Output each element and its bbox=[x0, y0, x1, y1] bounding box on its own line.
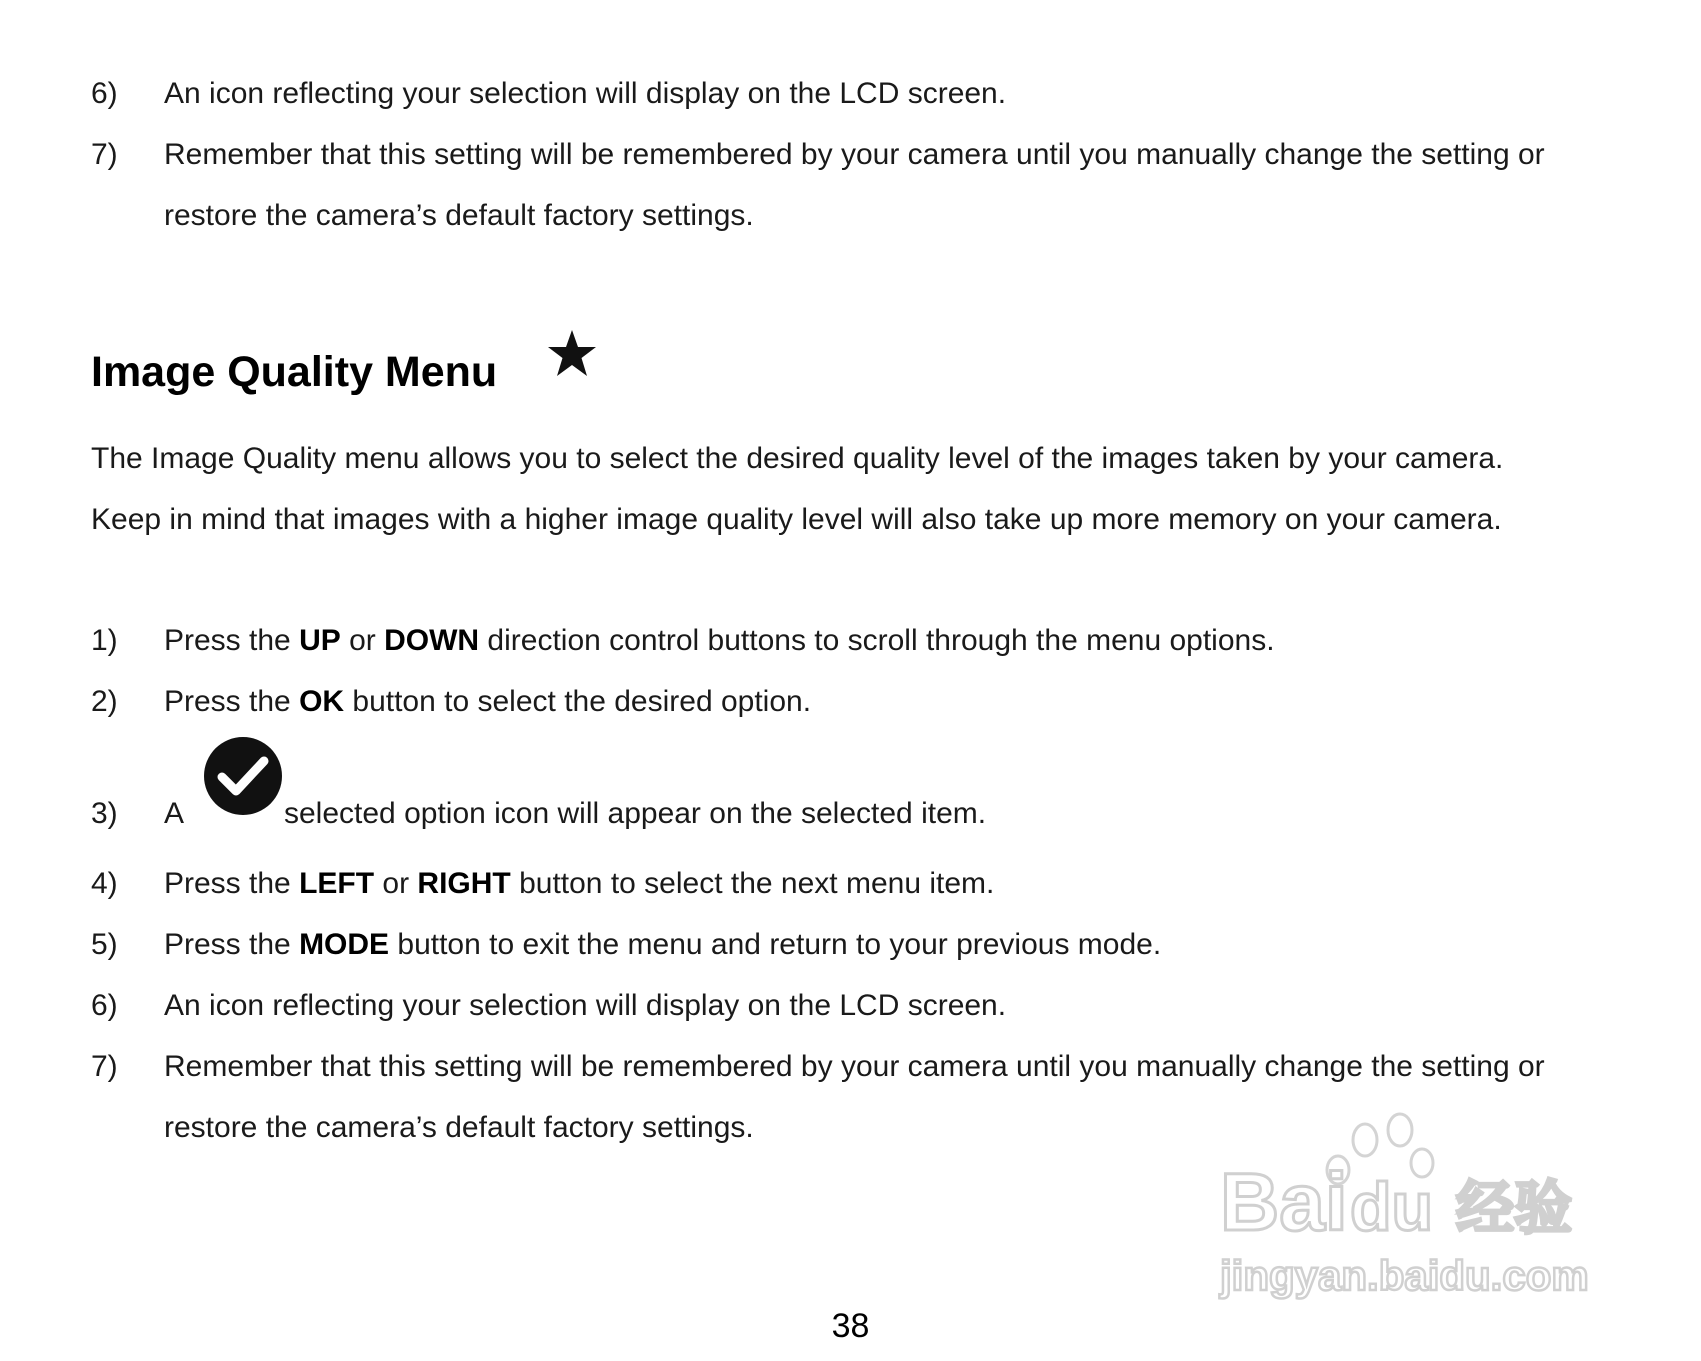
mode-key: MODE bbox=[299, 928, 390, 961]
section-title: Image Quality Menu bbox=[91, 348, 498, 396]
list-number: 7) bbox=[91, 1050, 118, 1083]
page-number: 38 bbox=[831, 1307, 870, 1345]
list-item-text-continued: restore the camera’s default factory settings. bbox=[164, 199, 754, 232]
list-number: 6) bbox=[91, 77, 118, 110]
step-text: Press the LEFT or RIGHT button to select the next menu item. bbox=[164, 867, 995, 900]
left-key: LEFT bbox=[299, 867, 375, 900]
list-item-text: Remember that this setting will be remembered by your camera until you manually change the setting or bbox=[164, 138, 1545, 171]
step-text: Press the OK button to select the desired option. bbox=[164, 685, 812, 718]
svg-text:jingyan.baidu.com: jingyan.baidu.com bbox=[1220, 1252, 1589, 1299]
svg-text:Bai: Bai bbox=[1220, 1157, 1348, 1248]
intro-line: Keep in mind that images with a higher image quality level will also take up more memory on your camera. bbox=[91, 503, 1502, 536]
right-key: RIGHT bbox=[417, 867, 511, 900]
up-key: UP bbox=[299, 624, 341, 657]
list-number: 6) bbox=[91, 989, 118, 1022]
svg-text:du: du bbox=[1350, 1169, 1434, 1245]
list-number: 1) bbox=[91, 624, 118, 657]
list-item-text: An icon reflecting your selection will display on the LCD screen. bbox=[164, 77, 1007, 110]
step-text: Remember that this setting will be remembered by your camera until you manually change the setting or bbox=[164, 1050, 1545, 1083]
ok-key: OK bbox=[299, 685, 345, 718]
star-icon bbox=[546, 328, 598, 378]
svg-text:经验: 经验 bbox=[1456, 1174, 1573, 1242]
list-number: 3) bbox=[91, 797, 118, 830]
step-text: selected option icon will appear on the selected item. bbox=[284, 797, 987, 830]
list-number: 5) bbox=[91, 928, 118, 961]
list-number: 7) bbox=[91, 138, 118, 171]
step-text: Press the UP or DOWN direction control buttons to scroll through the menu options. bbox=[164, 624, 1275, 657]
intro-line: The Image Quality menu allows you to select the desired quality level of the images taken by your camera. bbox=[91, 442, 1504, 475]
step-text: A bbox=[164, 797, 185, 830]
list-number: 4) bbox=[91, 867, 118, 900]
check-circle-icon bbox=[202, 735, 284, 817]
step-text: Press the MODE button to exit the menu and return to your previous mode. bbox=[164, 928, 1162, 961]
step-text-continued: restore the camera’s default factory settings. bbox=[164, 1111, 754, 1144]
list-number: 2) bbox=[91, 685, 118, 718]
step-text: An icon reflecting your selection will display on the LCD screen. bbox=[164, 989, 1007, 1022]
baidu-watermark-logo bbox=[1210, 1108, 1630, 1308]
down-key: DOWN bbox=[384, 624, 480, 657]
